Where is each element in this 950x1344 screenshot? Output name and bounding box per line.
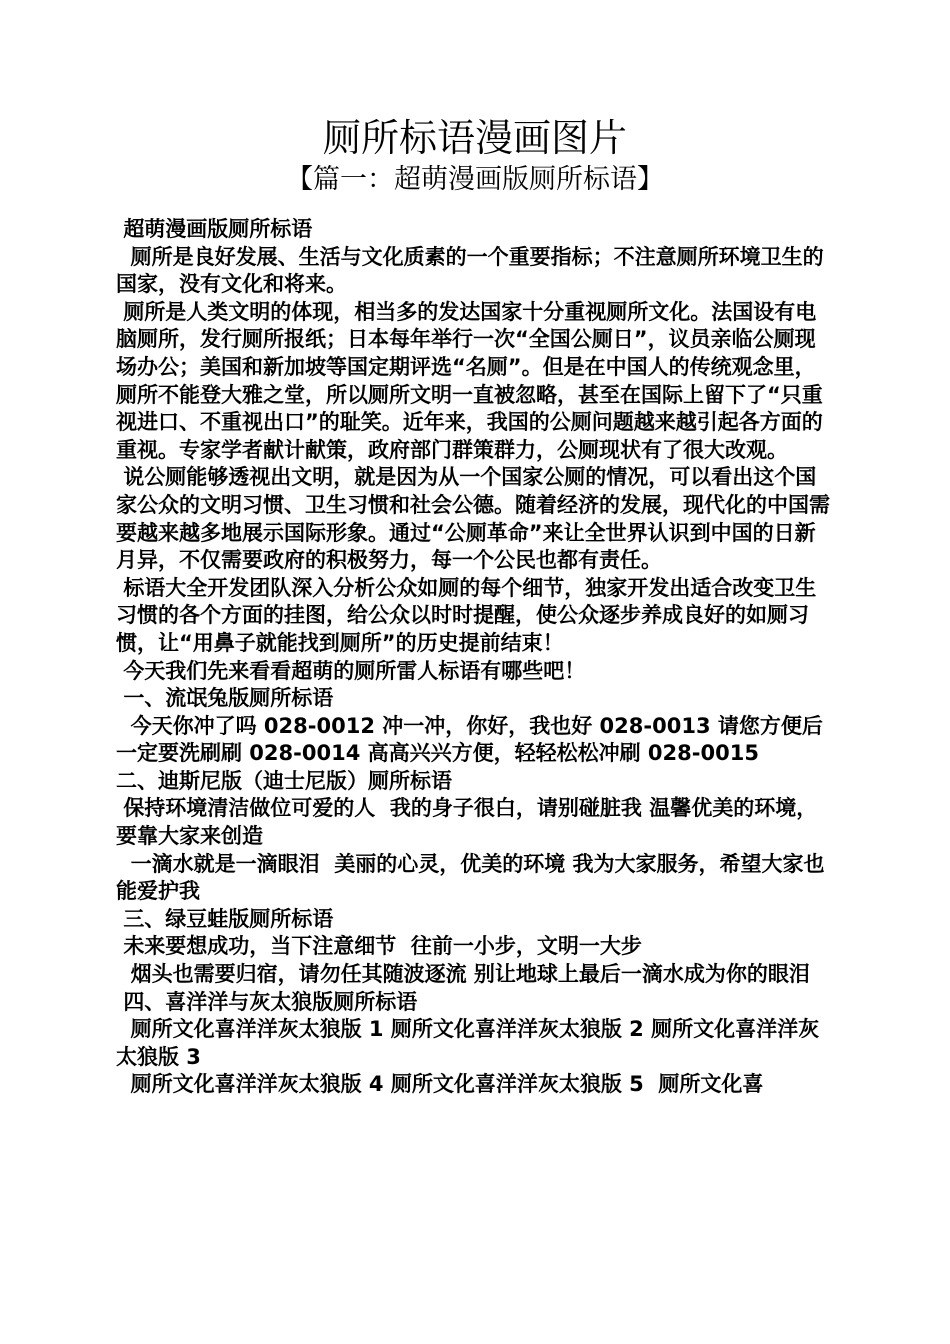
section-heading-rabbit: 一、流氓兔版厕所标语 <box>116 686 334 711</box>
section-heading-frog: 三、绿豆蛙版厕所标语 <box>116 906 334 931</box>
paragraph-frog-slogans-2: 烟头也需要归宿，请勿任其随波逐流 别让地球上最后一滴水成为你的眼泪 <box>116 962 810 987</box>
document-subtitle: 【篇一：超萌漫画版厕所标语】 <box>286 164 664 195</box>
paragraph-rabbit-slogans: 今天你冲了吗 028-0012 冲一冲，你好，我也好 028-0013 请您方便后一定要洗刷刷 028-0014 高高兴兴方便，轻轻松松冲刷 028-0015 <box>116 713 823 766</box>
paragraph-disney-slogans-2: 一滴水就是一滴眼泪 美丽的心灵，优美的环境 我为大家服务，希望大家也能爱护我 <box>116 851 825 904</box>
paragraph-sheep-slogans-1: 厕所文化喜洋洋灰太狼版 1 厕所文化喜洋洋灰太狼版 2 厕所文化喜洋洋灰太狼版 3 <box>116 1017 820 1069</box>
paragraph-frog-slogans-1: 未来要想成功，当下注意细节 往前一小步，文明一大步 <box>116 934 642 959</box>
section-heading-sheep: 四、喜洋洋与灰太狼版厕所标语 <box>116 989 418 1014</box>
paragraph-sheep-slogans-2: 厕所文化喜洋洋灰太狼版 4 厕所文化喜洋洋灰太狼版 5 厕所文化喜 <box>116 1072 764 1097</box>
paragraph-public-toilet: 说公厕能够透视出文明，就是因为从一个国家公厕的情况，可以看出这个国家公众的文明习惯、卫生习惯和社会公德。随着经济的发展，现代化的中国需要越来越多地展示国际形象。通过“公厕革命”来让全世界认识到中国的日新月异，不仅需要政府的积极努力，每一个公民也都有责任。 <box>116 465 830 573</box>
paragraph-civilization: 厕所是人类文明的体现，相当多的发达国家十分重视厕所文化。法国设有电脑厕所，发行厕所报纸；日本每年举行一次“全国公厕日”，议员亲临公厕现场办公；美国和新加坡等国定期评选“名厕”。但是在中国人的传统观念里，厕所不能登大雅之堂，所以厕所文明一直被忽略，甚至在国际上留下了“只重视进口、不重视出口”的耻笑。近年来，我国的公厕问题越来越引起各方面的重视。专家学者献计献策，政府部门群策群力，公厕现状有了很大改观。 <box>116 299 823 462</box>
paragraph-slogan-team: 标语大全开发团队深入分析公众如厕的每个细节，独家开发出适合改变卫生习惯的各个方面的挂图，给公众以时时提醒，使公众逐步养成良好的如厕习惯，让“用鼻子就能找到厕所”的历史提前结束！ <box>116 575 817 655</box>
paragraph-disney-slogans-1: 保持环境清洁做位可爱的人 我的身子很白，请别碰脏我 温馨优美的环境，要靠大家来创造 <box>116 796 818 849</box>
paragraph-importance: 厕所是良好发展、生活与文化质素的一个重要指标；不注意厕所环境卫生的国家，没有文化和将来。 <box>116 244 824 297</box>
paragraph-today: 今天我们先来看看超萌的厕所雷人标语有哪些吧！ <box>116 658 586 683</box>
section-heading-intro: 超萌漫画版厕所标语 <box>116 217 313 241</box>
document-title: 厕所标语漫画图片 <box>322 116 627 160</box>
section-heading-disney: 二、迪斯尼版（迪士尼版）厕所标语 <box>116 768 452 793</box>
document-body <box>116 216 836 1099</box>
